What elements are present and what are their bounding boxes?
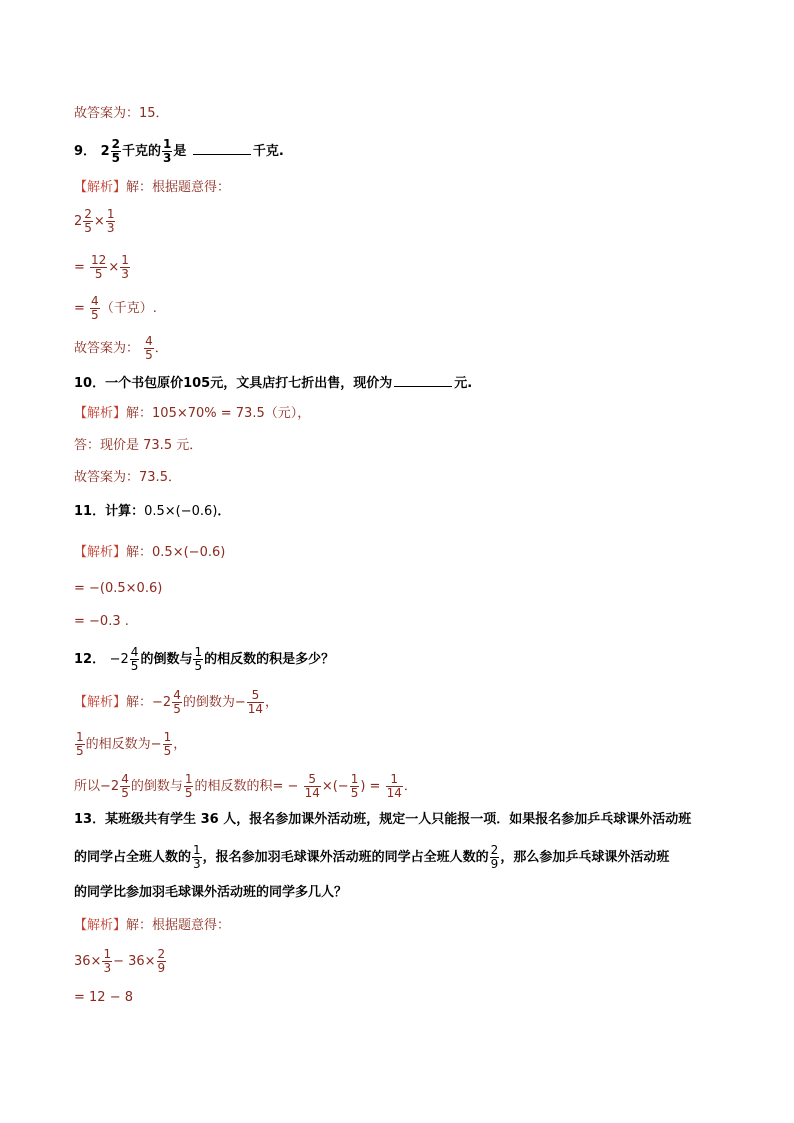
solution-13-step1: 36× $\frac{1}{3}$ − 36× $\frac{2}{9}$ — [74, 947, 166, 975]
answer-blank — [394, 372, 452, 387]
fraction: $\frac{1}{3}$ — [163, 137, 172, 165]
question-13-line1: 13．某班级共有学生 36 人，报名参加课外活动班，规定一人只能报一项．如果报名参加乒乓球课外活动班 — [74, 812, 692, 827]
question-10: 10．一个书包原价105元，文具店打七折出售，现价为 元. — [74, 372, 472, 394]
question-13-line3: 的同学比参加羽毛球课外活动班的同学多几人？ — [74, 885, 348, 900]
solution-13-step2: = 12 − 8 — [74, 990, 133, 1005]
solution-9-step2: = $\frac{12}{5}$ × $\frac{1}{3}$ — [74, 253, 129, 281]
question-12: 12． −2 $\frac{4}{5}$ 的倒数与 $\frac{1}{5}$ 的相反数的积是多少？ — [74, 645, 335, 673]
question-11: 11．计算：0.5×(−0.6)． — [74, 504, 231, 519]
solution-10-step2: 答：现价是 73.5 元． — [74, 438, 203, 453]
question-13-line2: 的同学占全班人数的 $\frac{1}{3}$ ，报名参加羽毛球课外活动班的同学占全班人数的 $\frac{2}{9}$ ，那么参加乒乓球课外活动班 — [74, 843, 670, 871]
answer-9: 故答案为： $\frac{4}{5}$ ． — [74, 334, 168, 362]
answer-blank — [193, 140, 251, 155]
solution-9-step1: 2 $\frac{2}{5}$ × $\frac{1}{3}$ — [74, 207, 115, 235]
solution-12-step1: 【解析】解：−2 $\frac{4}{5}$ 的倒数为− $\frac{5}{14}$ ， — [74, 688, 279, 716]
question-9: 9． 2 $\frac{2}{5}$ 千克的 $\frac{1}{3}$ 是 千克. — [74, 137, 284, 165]
fraction: $\frac{2}{5}$ — [111, 137, 120, 165]
solution-12-step2: $\frac{1}{5}$ 的相反数为− $\frac{1}{5}$ ， — [76, 730, 187, 758]
solution-10-step1: 【解析】解：105×70% = 73.5（元）， — [74, 406, 311, 421]
answer-8: 故答案为：15． — [74, 106, 169, 121]
solution-13-intro: 【解析】解：根据题意得： — [74, 918, 231, 933]
solution-9-step3: = $\frac{4}{5}$ （千克）. — [74, 294, 157, 322]
answer-10: 故答案为：73.5． — [74, 470, 181, 485]
solution-11-step2: = −(0.5×0.6) — [74, 581, 163, 596]
solution-9-intro: 【解析】解：根据题意得： — [74, 180, 231, 195]
solution-11-step1: 【解析】解：0.5×(−0.6) — [74, 545, 226, 560]
solution-12-step3: 所以−2 $\frac{4}{5}$ 的倒数与 $\frac{1}{5}$ 的相反数的积= − $\frac{5}{14}$ ×(− $\frac{1}{5}$ ) = $\frac{1}{14}$ ． — [74, 772, 417, 800]
solution-11-step3: = −0.3 . — [74, 614, 129, 629]
